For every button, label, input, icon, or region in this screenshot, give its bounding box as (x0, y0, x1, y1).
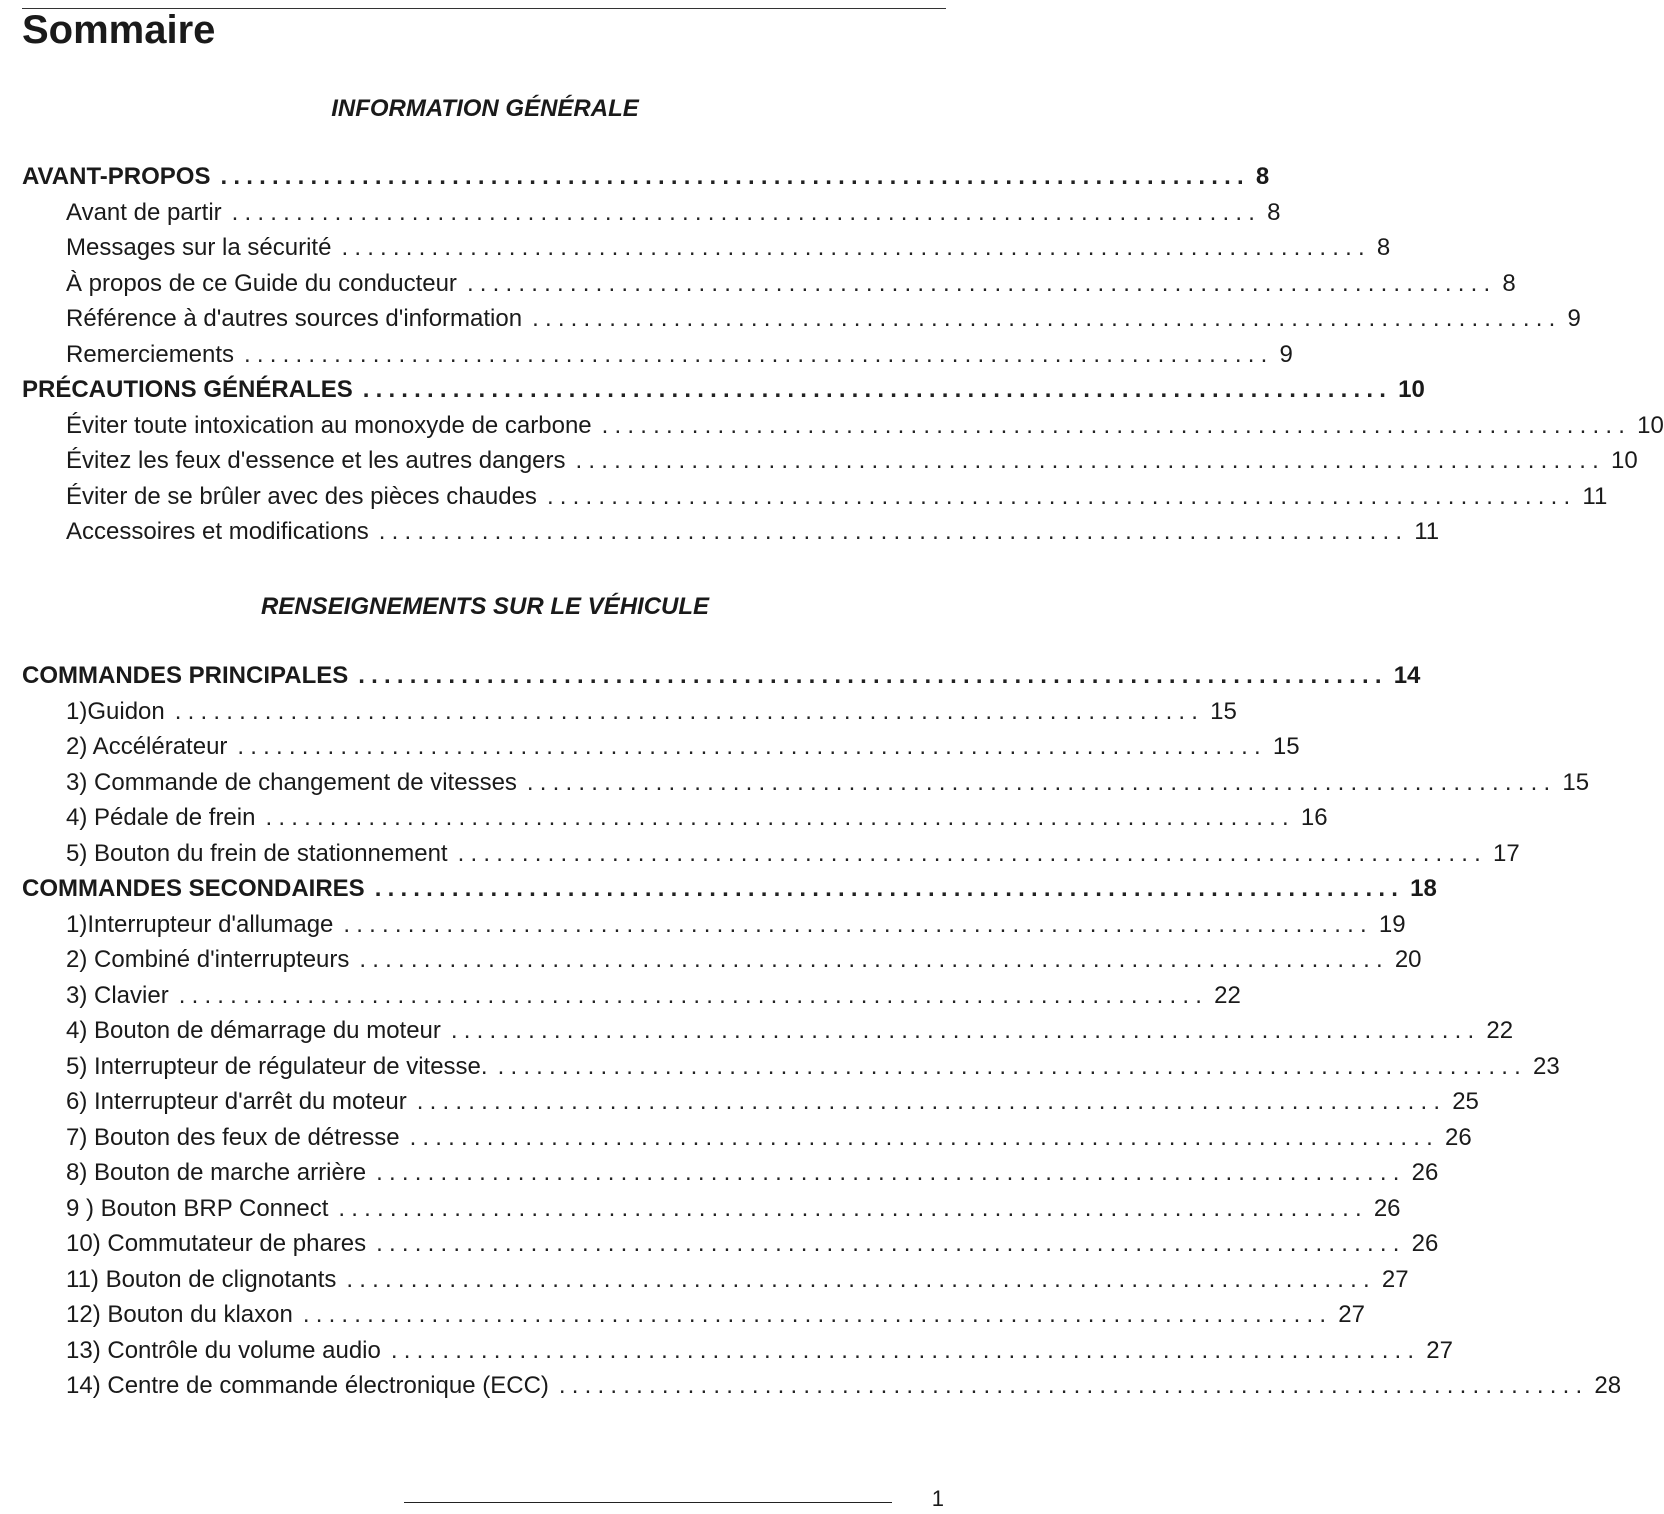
toc-page-number: 27 (1426, 1336, 1453, 1364)
dot-leader: ................................................................................ (343, 910, 1373, 938)
dot-leader: ................................................................................ (237, 733, 1267, 760)
toc-entry-label: 10) Commutateur de phares (66, 1230, 367, 1257)
toc-page-number: 18 (1410, 875, 1437, 902)
toc-entry-row[interactable] (22, 230, 1391, 266)
toc-entry-row[interactable] (22, 1049, 1560, 1085)
toc-entry-row[interactable] (22, 479, 1608, 515)
dot-leader: ................................................................................ (601, 411, 1632, 439)
toc-entry-label: 4) Pédale de frein (66, 804, 256, 831)
dot-leader: ................................................................................ (457, 839, 1488, 867)
toc-page-number: 10 (1398, 376, 1425, 403)
toc-entry-label: 1)Guidon (66, 697, 165, 725)
toc-page-number: 28 (1594, 1372, 1622, 1399)
toc-entry-label: COMMANDES SECONDAIRES (22, 875, 365, 902)
toc-entry-row[interactable] (22, 514, 1440, 550)
toc-page-number: 8 (1502, 269, 1516, 297)
section-heading-general: INFORMATION GÉNÉRALE (331, 95, 639, 122)
toc-entry-row[interactable] (22, 729, 1300, 765)
toc-entry-label: 9 ) Bouton BRP Connect (66, 1194, 329, 1222)
toc-page-number: 9 (1279, 340, 1293, 368)
toc-entry-row[interactable] (22, 1262, 1409, 1298)
dot-leader: ................................................................................ (409, 1123, 1439, 1151)
page-title: Sommaire (22, 8, 216, 52)
dot-leader: ................................................................................ (231, 198, 1262, 226)
toc-entry-label: 5) Bouton du frein de stationnement (66, 839, 448, 867)
toc-entry-label: Évitez les feux d'essence et les autres dangers (66, 447, 566, 474)
toc-page-number: 26 (1445, 1123, 1472, 1151)
toc-page-number: 20 (1394, 946, 1422, 973)
toc-entry-label: Remerciements (66, 340, 235, 368)
toc-page-number: 26 (1411, 1159, 1439, 1186)
dot-leader: ................................................................................ (302, 1301, 1333, 1328)
toc-page-number: 26 (1411, 1230, 1439, 1257)
dot-leader: ................................................................................ (174, 697, 1205, 725)
page-number: 1 (931, 1486, 944, 1511)
toc-chapter-row[interactable] (22, 159, 1270, 195)
toc-entry-row[interactable] (22, 1368, 1622, 1404)
dot-leader: ................................................................................ (546, 482, 1577, 510)
toc-page-number: 25 (1452, 1088, 1479, 1115)
toc-entry-row[interactable] (22, 836, 1520, 872)
dot-leader: ................................................................................ (575, 447, 1605, 474)
dot-leader: ................................................................................ (497, 1052, 1528, 1080)
dot-leader: ................................................................................ (178, 981, 1209, 1009)
dot-leader: ................................................................................ (374, 875, 1405, 902)
footer-rule (404, 1502, 892, 1503)
dot-leader: ................................................................................ (376, 1159, 1406, 1186)
toc-section-general (22, 159, 1664, 550)
toc-page-number: 15 (1210, 697, 1237, 725)
toc-entry-label: 8) Bouton de marche arrière (66, 1159, 367, 1186)
toc-page-number: 17 (1493, 839, 1520, 867)
toc-page-number: 19 (1378, 910, 1406, 938)
toc-entry-label: Éviter toute intoxication au monoxyde de carbone (66, 411, 592, 439)
dot-leader: ................................................................................ (338, 1194, 1368, 1222)
dot-leader: ................................................................................ (466, 269, 1497, 297)
dot-leader: ................................................................................ (359, 946, 1389, 973)
dot-leader: ................................................................................ (532, 305, 1562, 332)
toc-page-number: 8 (1255, 163, 1270, 190)
toc-entry-label: À propos de ce Guide du conducteur (66, 269, 457, 297)
toc-entry-label: AVANT-PROPOS (22, 163, 211, 190)
toc-page-number: 8 (1267, 198, 1281, 226)
toc-entry-row[interactable] (22, 266, 1516, 302)
toc-entry-row[interactable] (22, 1191, 1401, 1227)
toc-entry-label: 2) Accélérateur (66, 733, 228, 760)
toc-page-number: 11 (1414, 518, 1440, 545)
dot-leader: ................................................................................ (416, 1088, 1447, 1115)
toc-page-number: 15 (1272, 733, 1300, 760)
toc-entry-row[interactable] (22, 978, 1241, 1014)
dot-leader: ................................................................................ (244, 340, 1274, 368)
toc-entry-row[interactable] (22, 765, 1590, 801)
dot-leader: ................................................................................ (390, 1336, 1421, 1364)
toc-entry-label: Accessoires et modifications (66, 518, 369, 545)
toc-entry-label: 3) Clavier (66, 981, 169, 1009)
toc-entry-label: 11) Bouton de clignotants (66, 1265, 337, 1293)
toc-page-number: 11 (1582, 482, 1608, 510)
dot-leader: ................................................................................ (346, 1265, 1376, 1293)
toc-entry-label: 14) Centre de commande électronique (ECC) (66, 1372, 549, 1399)
toc-page-number: 22 (1486, 1017, 1514, 1044)
toc-entry-label: 5) Interrupteur de régulateur de vitesse. (66, 1052, 488, 1080)
toc-page-number: 9 (1567, 305, 1581, 332)
toc-entry-row[interactable] (22, 301, 1581, 337)
toc-entry-row[interactable] (22, 907, 1406, 943)
toc-page-number: 23 (1533, 1052, 1560, 1080)
toc-entry-row[interactable] (22, 942, 1422, 978)
section-heading-vehicle: RENSEIGNEMENTS SUR LE VÉHICULE (260, 593, 710, 620)
toc-page-number: 22 (1214, 981, 1241, 1009)
toc-entry-label: Référence à d'autres sources d'information (66, 305, 523, 332)
dot-leader: ................................................................................ (378, 518, 1409, 545)
toc-page-number: 16 (1300, 804, 1328, 831)
toc-page-number: 10 (1637, 411, 1664, 439)
toc-chapter-row[interactable] (22, 372, 1425, 408)
toc-page-number: 10 (1610, 447, 1638, 474)
dot-leader: ................................................................................ (341, 234, 1371, 261)
toc-entry-label: 2) Combiné d'interrupteurs (66, 946, 350, 973)
dot-leader: ................................................................................ (450, 1017, 1481, 1044)
toc-chapter-row[interactable] (22, 871, 1437, 907)
toc-entry-row[interactable] (22, 195, 1281, 231)
toc-entry-label: COMMANDES PRINCIPALES (22, 662, 349, 689)
dot-leader: ................................................................................ (526, 768, 1557, 796)
toc-entry-label: 3) Commande de changement de vitesses (66, 768, 517, 796)
toc-entry-row[interactable] (22, 1084, 1479, 1120)
toc-entry-row[interactable] (22, 443, 1638, 479)
toc-page-number: 26 (1373, 1194, 1401, 1222)
toc-entry-label: 1)Interrupteur d'allumage (66, 910, 334, 938)
toc-page-number: 8 (1376, 234, 1391, 261)
toc-entry-label: Avant de partir (66, 198, 222, 226)
toc-entry-label: 7) Bouton des feux de détresse (66, 1123, 400, 1151)
toc-entry-label: Éviter de se brûler avec des pièces chaudes (66, 482, 537, 510)
toc-page-number: 27 (1338, 1301, 1365, 1328)
toc-entry-label: PRÉCAUTIONS GÉNÉRALES (22, 376, 353, 403)
toc-entry-label: 4) Bouton de démarrage du moteur (66, 1017, 441, 1044)
toc-entry-row[interactable] (22, 800, 1328, 836)
toc-entry-row[interactable] (22, 694, 1237, 730)
toc-entry-label: 6) Interrupteur d'arrêt du moteur (66, 1088, 407, 1115)
toc-page-number: 27 (1381, 1265, 1409, 1293)
toc-page-number: 15 (1562, 768, 1590, 796)
toc-entry-label: Messages sur la sécurité (66, 234, 332, 261)
toc-entry-row[interactable] (22, 1226, 1439, 1262)
toc-entry-row[interactable] (22, 1120, 1472, 1156)
dot-leader: ................................................................................ (265, 804, 1295, 831)
dot-leader: ................................................................................ (220, 163, 1250, 190)
dot-leader: ................................................................................ (558, 1372, 1589, 1399)
dot-leader: ................................................................................ (376, 1230, 1406, 1257)
toc-entry-label: 13) Contrôle du volume audio (66, 1336, 381, 1364)
toc-entry-row[interactable] (22, 337, 1293, 373)
toc-page-number: 14 (1393, 662, 1421, 689)
dot-leader: ................................................................................ (358, 662, 1388, 689)
toc-entry-row[interactable] (22, 1013, 1514, 1049)
toc-entry-row[interactable] (22, 1297, 1365, 1333)
toc-section-vehicle (22, 658, 1622, 1404)
toc-entry-row[interactable] (22, 1333, 1453, 1369)
toc-entry-row[interactable] (22, 408, 1664, 444)
toc-chapter-row[interactable] (22, 658, 1421, 694)
dot-leader: ................................................................................ (362, 376, 1393, 403)
toc-entry-row[interactable] (22, 1155, 1439, 1191)
toc-entry-label: 12) Bouton du klaxon (66, 1301, 293, 1328)
